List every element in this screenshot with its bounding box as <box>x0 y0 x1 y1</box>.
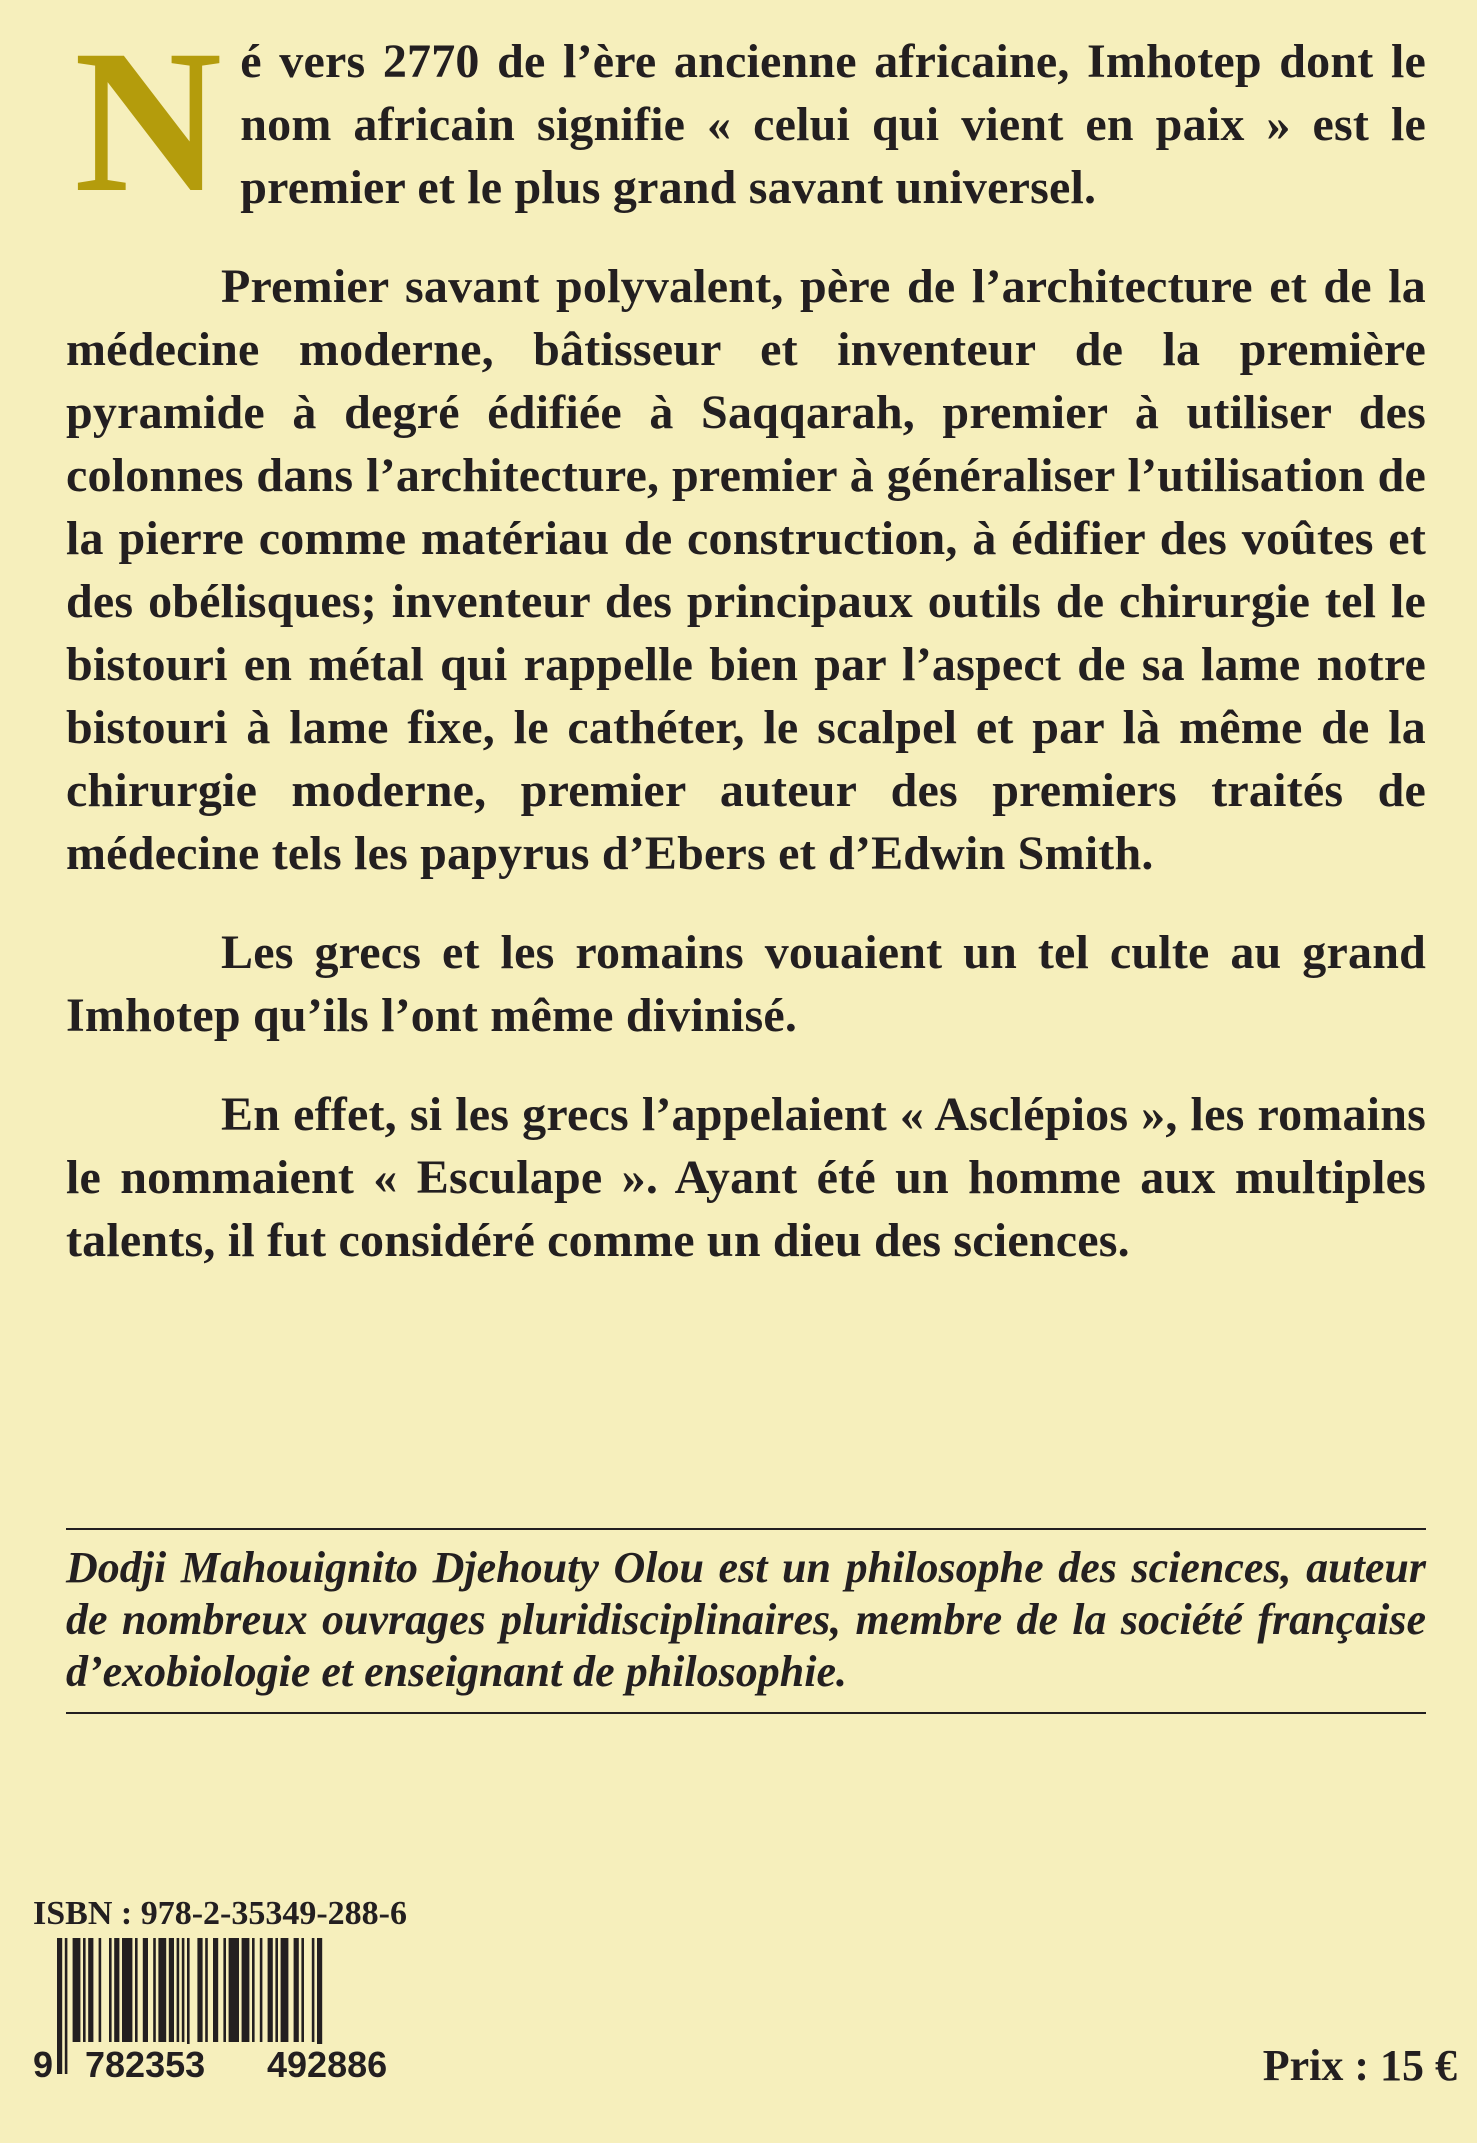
paragraph-achievements: Premier savant polyvalent, père de l’architecture et de la médecine moderne, bâtisseur et inventeur de la première pyramide à degré édifiée à Saqqarah, premier à utiliser des colonnes dans l’architecture, premier à généraliser l’utilisation de la pierre comme matériau de construction, à édifier des voûtes et des obélisques; inventeur des principaux outils de chirurgie tel le bistouri en métal qui rappelle bien par l’aspect de sa lame notre bistouri à lame fixe, le cathéter, le scalpel et par là même de la chirurgie moderne, premier auteur des premiers traités de médecine tels les papyrus d’Ebers et d’Edwin Smith. <box>66 260 1426 880</box>
barcode-digits <box>33 2044 413 2084</box>
price: Prix : 15 € <box>1262 2041 1457 2090</box>
paragraph-intro <box>66 8 1426 235</box>
author-bio-box <box>66 1528 1426 1714</box>
barcode-digit-first: 9 <box>29 2044 57 2086</box>
author-bio: Dodji Mahouignito Djehouty Olou est un philosophe des sciences, auteur de nombreux ouvrages pluridisciplinaires, membre de la société française d’exobiologie et enseignant de philosophie. <box>66 1543 1426 1696</box>
paragraph-intro-text: é vers 2770 de l’ère ancienne africaine, Imhotep dont le nom africain signifie « celui qui vient en paix » est le premier et le plus grand savant universel. <box>240 35 1426 214</box>
paragraph-greeks-romans: Les grecs et les romains vouaient un tel culte au grand Imhotep qu’ils l’ont même divinisé. <box>66 926 1426 1042</box>
isbn-label: ISBN : 978-2-35349-288-6 <box>33 1895 407 1932</box>
back-cover-text <box>66 8 1426 1308</box>
barcode-digits-left: 782353 <box>81 2044 209 2086</box>
paragraph-names: En effet, si les grecs l’appelaient « Asclépios », les romains le nommaient « Esculape ». Ayant été un homme aux multiples talents, il fut considéré comme un dieu des sciences. <box>66 1088 1426 1267</box>
drop-cap: N <box>74 8 223 235</box>
barcode-digits-right: 492886 <box>263 2044 391 2086</box>
